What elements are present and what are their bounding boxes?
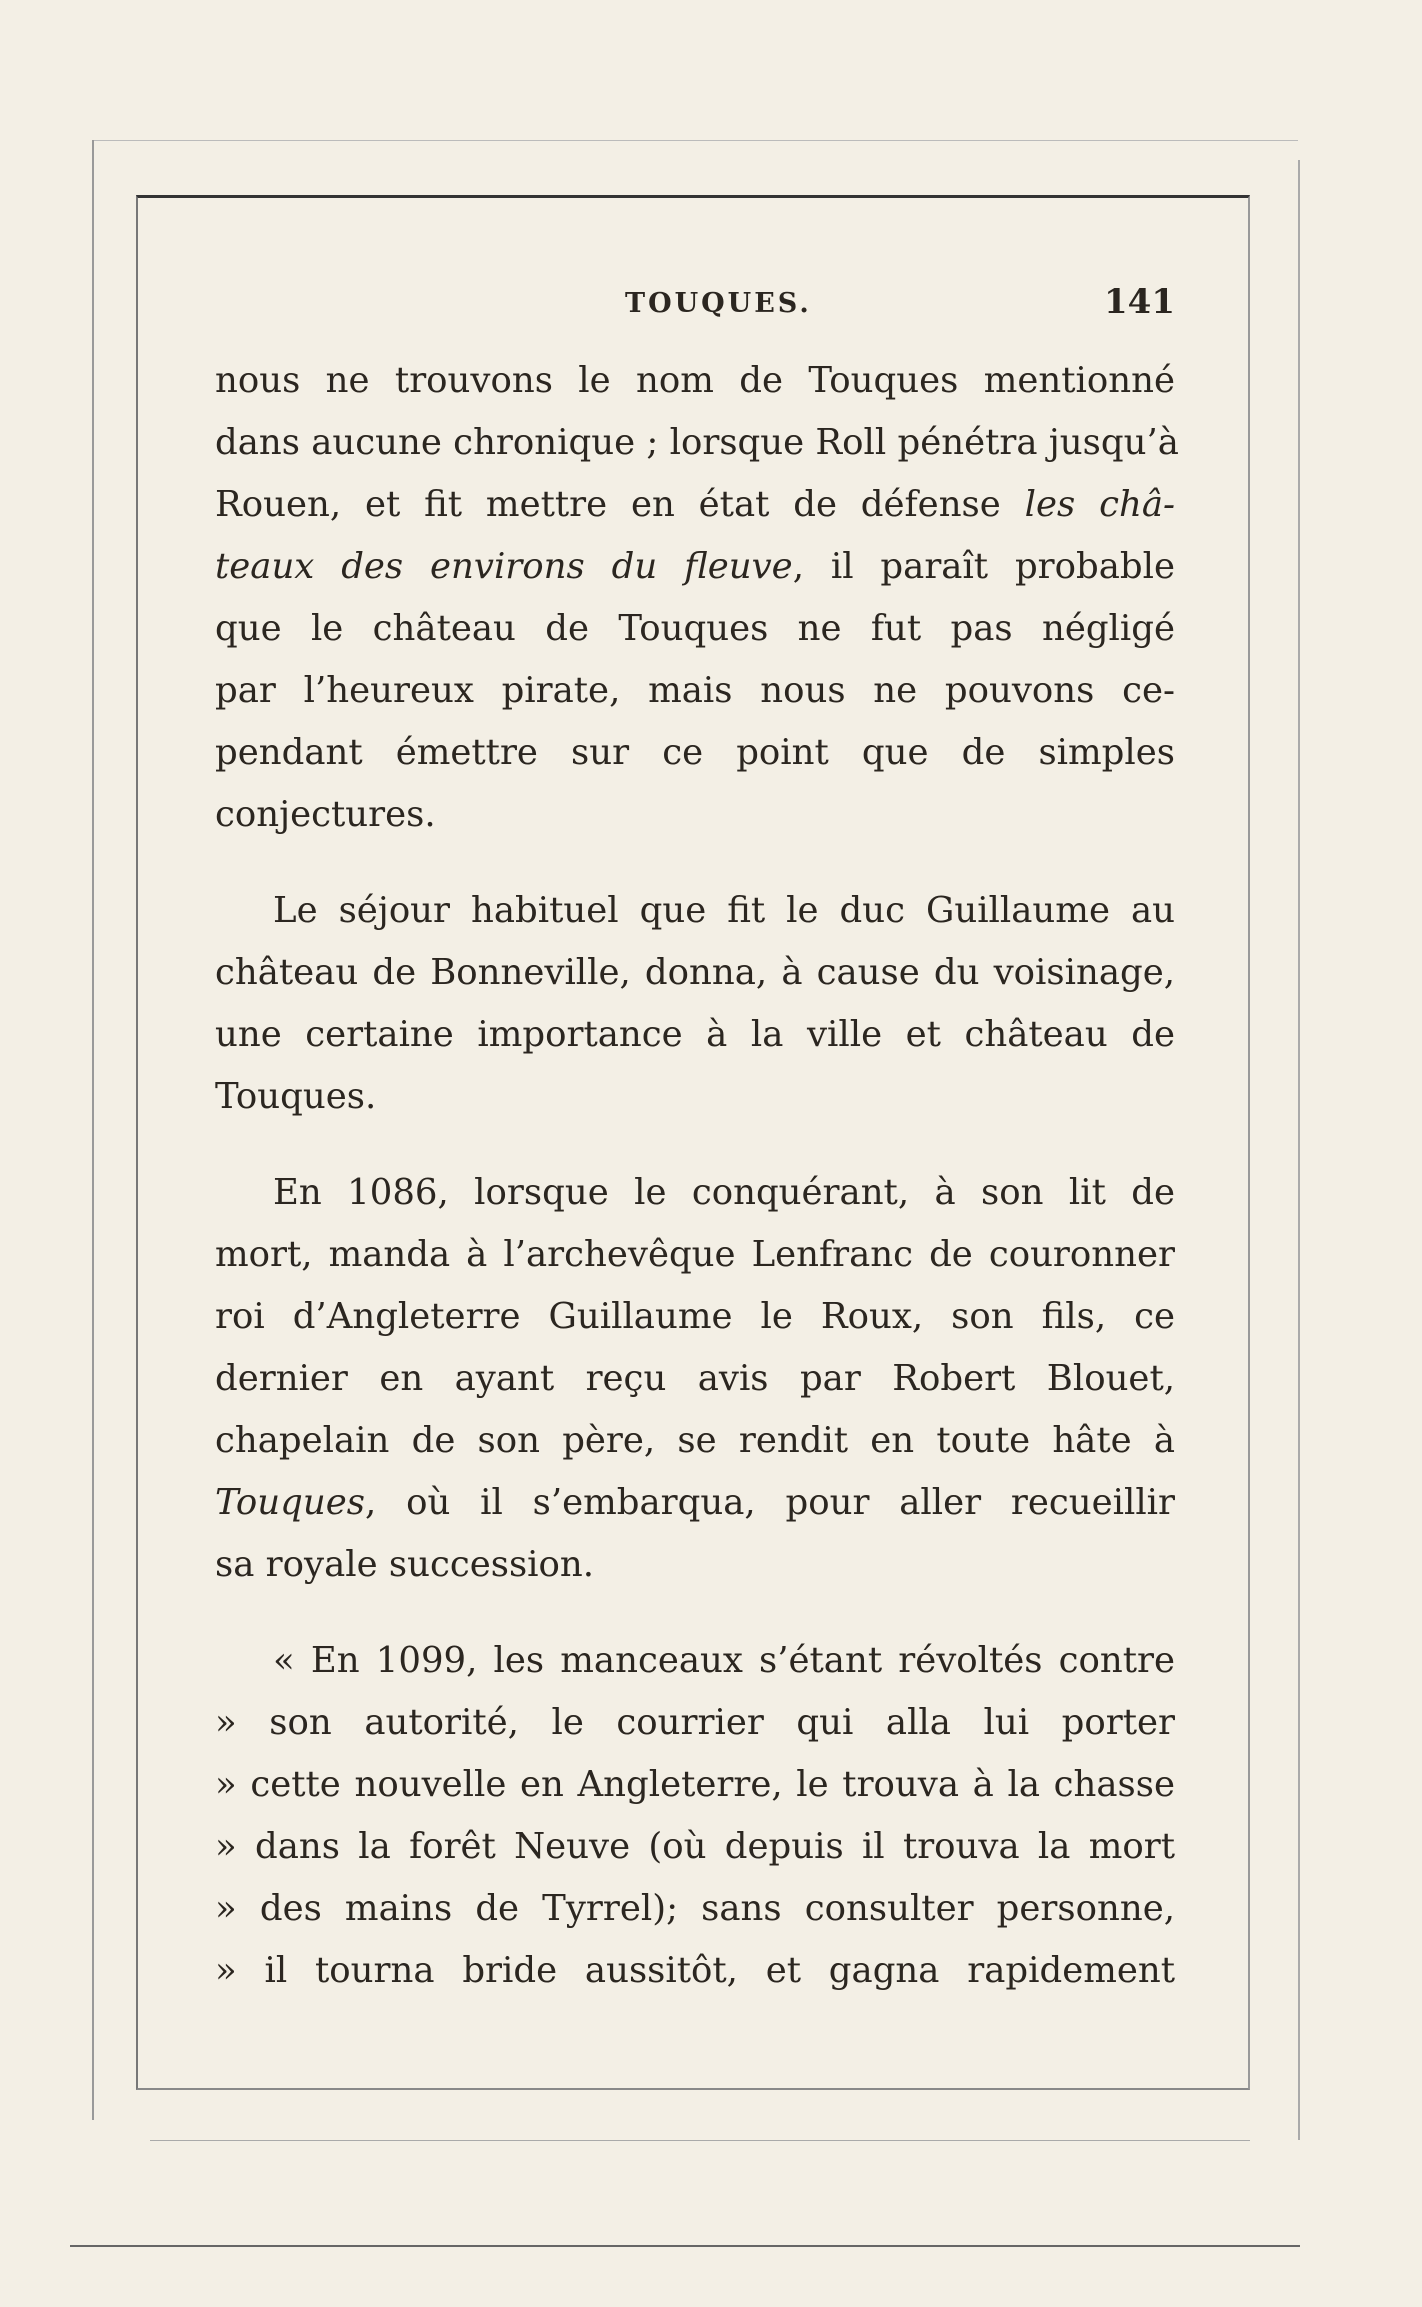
paragraph-3 <box>215 1162 1175 1596</box>
text-line: par l’heureux pirate, mais nous ne pouvons ce- <box>215 670 1175 711</box>
paragraph-4-quotation <box>215 1630 1175 2002</box>
text-line: sa royale succession. <box>215 1544 595 1585</box>
body-text <box>215 350 1179 2002</box>
paragraph-2 <box>215 880 1175 1128</box>
outer-left-rule <box>92 140 94 2120</box>
inner-bottom-rule <box>150 2140 1250 2141</box>
text-line: mort, manda à l’archevêque Lenfranc de couronner <box>215 1234 1175 1275</box>
text-line: chapelain de son père, se rendit en toute hâte à <box>215 1420 1175 1461</box>
text-line: » dans la forêt Neuve (où depuis il trouva la mort <box>215 1826 1175 1867</box>
text-line: » il tourna bride aussitôt, et gagna rapidement <box>215 1950 1175 1991</box>
text-run: , il paraît probable <box>792 546 1175 587</box>
text-line: Touques. <box>215 1076 377 1117</box>
text-line: conjectures. <box>215 794 436 835</box>
running-head: TOUQUES. <box>625 288 812 319</box>
text-run: Rouen, et fit mettre en état de défense <box>215 484 1001 525</box>
text-line: Le séjour habituel que fit le duc Guillaume au <box>273 890 1175 931</box>
page-number: 141 <box>1104 282 1175 322</box>
italic-run: teaux des environs du fleuve <box>215 546 793 587</box>
text-line: » des mains de Tyrrel); sans consulter personne, <box>215 1888 1175 1929</box>
text-line: En 1086, lorsque le conquérant, à son lit de <box>273 1172 1175 1213</box>
text-line <box>215 1472 1175 1534</box>
text-line: dernier en ayant reçu avis par Robert Blouet, <box>215 1358 1175 1399</box>
text-line: » son autorité, le courrier qui alla lui porter <box>215 1702 1175 1743</box>
text-line: roi d’Angleterre Guillaume le Roux, son fils, ce <box>215 1296 1175 1337</box>
text-line: une certaine importance à la ville et château de <box>215 1014 1175 1055</box>
page-header <box>215 282 1175 332</box>
text-line: pendant émettre sur ce point que de simples <box>215 732 1175 773</box>
text-line: « En 1099, les manceaux s’étant révoltés contre <box>273 1640 1175 1681</box>
paragraph-1 <box>215 350 1179 846</box>
outer-bottom-rule <box>70 2245 1300 2247</box>
text-line: dans aucune chronique ; lorsque Roll pénétra jusqu’à <box>215 422 1179 463</box>
italic-run: Touques <box>215 1482 365 1523</box>
text-line: nous ne trouvons le nom de Touques mentionné <box>215 360 1175 401</box>
text-line <box>215 474 1175 536</box>
italic-run: les châ- <box>1024 484 1175 525</box>
text-line: château de Bonneville, donna, à cause du voisinage, <box>215 952 1175 993</box>
outer-right-rule <box>1298 160 1300 2140</box>
text-line: que le château de Touques ne fut pas négligé <box>215 608 1175 649</box>
text-line <box>215 536 1175 598</box>
outer-top-rule <box>92 140 1298 141</box>
text-line: » cette nouvelle en Angleterre, le trouva à la chasse <box>215 1764 1175 1805</box>
text-run: , où il s’embarqua, pour aller recueillir <box>364 1482 1175 1523</box>
